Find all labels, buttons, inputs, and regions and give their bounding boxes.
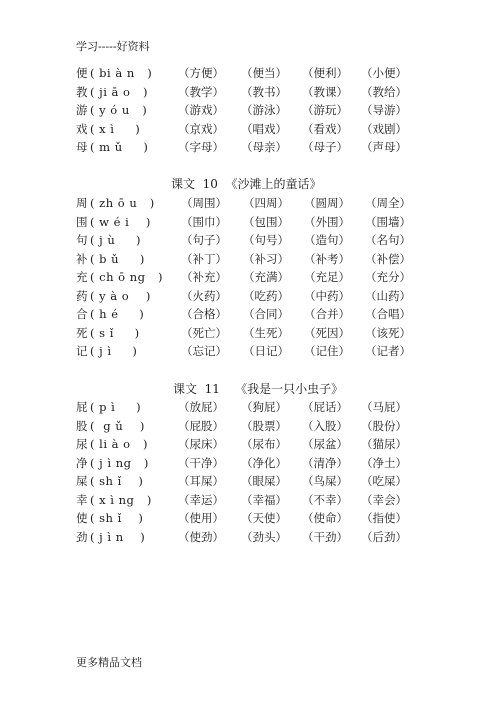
word: （天使） [241, 511, 287, 525]
word: （圆周） [304, 196, 350, 210]
word: （使命） [302, 511, 348, 525]
page-header: 学习-----好资料 [76, 40, 150, 53]
vocab-row [0, 342, 500, 360]
word: （便利） [302, 66, 348, 80]
character: 教 [76, 84, 88, 99]
word: （马屁） [361, 400, 407, 414]
pinyin: ( y à o ) [90, 288, 151, 303]
word: （死亡） [181, 325, 227, 340]
word: （放屁） [178, 400, 224, 414]
word: （净土） [361, 455, 407, 470]
pinyin: ( x ì ng ) [90, 492, 152, 507]
word: （鸟屎） [302, 474, 348, 488]
vocab-row [0, 287, 500, 305]
vocab-row [0, 64, 500, 82]
pinyin: ( p ì ) [90, 400, 142, 414]
word: （幸运） [178, 492, 224, 507]
word: （狗屁） [241, 400, 287, 414]
word: （便当） [241, 66, 287, 80]
vocab-row [0, 491, 500, 509]
word: （围巾） [181, 214, 227, 229]
vocab-row [0, 194, 500, 212]
character: 屁 [76, 400, 88, 414]
character: 股 [76, 418, 88, 433]
word: （看戏） [302, 121, 348, 136]
word: （尿盆） [302, 437, 348, 451]
vocab-row [0, 120, 500, 138]
character: 补 [76, 251, 88, 266]
character: 戏 [76, 121, 88, 136]
word: （屁话） [302, 400, 348, 414]
pinyin: ( j ù ) [90, 233, 142, 247]
word: （补偿） [365, 251, 411, 266]
word: （导游） [361, 103, 407, 117]
word: （记者） [365, 344, 411, 358]
word: （净化） [241, 455, 287, 470]
pinyin: ( s ǐ ) [90, 325, 140, 340]
word: （补充） [181, 270, 227, 284]
pinyin: ( g ǔ ) [90, 418, 145, 433]
lesson-title: 课文 10 《沙滩上的童话》 [171, 177, 322, 191]
vocab-row [0, 305, 500, 323]
vocab-row [0, 213, 500, 231]
word: （使用） [178, 511, 224, 525]
word: （充满） [243, 270, 289, 284]
vocab-row [0, 231, 500, 249]
character: 游 [76, 103, 88, 117]
pinyin: ( j ì n ) [90, 529, 146, 544]
vocab-row [0, 324, 500, 342]
word: （母亲） [241, 140, 287, 154]
word: （补习） [243, 251, 289, 266]
word: （幸福） [241, 492, 287, 507]
word: （游玩） [302, 103, 348, 117]
word: （使劲） [178, 529, 224, 544]
character: 药 [76, 288, 88, 303]
word: （补丁） [181, 251, 227, 266]
word: （合格） [181, 307, 227, 321]
word: （包围） [243, 214, 289, 229]
word: （京戏） [178, 121, 224, 136]
word: （火药） [181, 288, 227, 303]
character: 围 [76, 214, 88, 229]
character: 合 [76, 307, 88, 321]
word: （教课） [302, 84, 348, 99]
vocab-row [0, 398, 500, 416]
word: （教给） [361, 84, 407, 99]
character: 周 [76, 196, 88, 210]
pinyin: ( ch ō ng ) [90, 270, 163, 284]
word: （游戏） [178, 103, 224, 117]
pinyin: ( x ì ) [90, 121, 141, 136]
character: 尿 [76, 437, 88, 451]
page-footer: 更多精品文档 [76, 656, 142, 669]
word: （干劲） [302, 529, 348, 544]
pinyin: ( bi à n ) [90, 66, 153, 80]
vocab-row [0, 509, 500, 527]
word: （猫尿） [361, 437, 407, 451]
word: （后劲） [361, 529, 407, 544]
word: （补考） [304, 251, 350, 266]
character: 死 [76, 325, 88, 340]
word: （教书） [241, 84, 287, 99]
word: （幸会） [361, 492, 407, 507]
vocab-row [0, 101, 500, 119]
word: （外围） [304, 214, 350, 229]
word: （尿床） [178, 437, 224, 451]
word: （名句） [365, 233, 411, 247]
word: （句子） [181, 233, 227, 247]
pinyin: ( y ó u ) [90, 103, 148, 117]
word: （方便） [178, 66, 224, 80]
pinyin: ( sh ǐ ) [90, 511, 144, 525]
word: （入股） [302, 418, 348, 433]
word: （生死） [243, 325, 289, 340]
vocab-row [0, 472, 500, 490]
word: （干净） [178, 455, 224, 470]
word: （字母） [178, 140, 224, 154]
word: （尿布） [241, 437, 287, 451]
pinyin: ( sh ǐ ) [90, 474, 144, 488]
word: （唱戏） [241, 121, 287, 136]
word: （屁股） [178, 418, 224, 433]
character: 充 [76, 270, 88, 284]
word: （日记） [243, 344, 289, 358]
character: 母 [76, 140, 88, 154]
vocab-row [0, 454, 500, 472]
vocab-row [0, 417, 500, 435]
word: （充分） [365, 270, 411, 284]
character: 劲 [76, 529, 88, 544]
pinyin: ( j ì ) [90, 344, 138, 358]
character: 屎 [76, 474, 88, 488]
word: （周围） [181, 196, 227, 210]
word: （周全） [365, 196, 411, 210]
character: 便 [76, 66, 88, 80]
word: （死因） [304, 325, 350, 340]
word: （句号） [243, 233, 289, 247]
pinyin: ( zh ō u ) [90, 196, 155, 210]
word: （山药） [365, 288, 411, 303]
word: （小便） [361, 66, 407, 80]
pinyin: ( li à o ) [90, 437, 149, 451]
word: （该死） [365, 325, 411, 340]
word: （股票） [241, 418, 287, 433]
word: （声母） [361, 140, 407, 154]
word: （中药） [304, 288, 350, 303]
word: （耳屎） [178, 474, 224, 488]
word: （指使） [361, 511, 407, 525]
vocab-row [0, 138, 500, 156]
character: 使 [76, 511, 88, 525]
word: （教学） [178, 84, 224, 99]
word: （充足） [304, 270, 350, 284]
word: （清净） [302, 455, 348, 470]
word: （忘记） [181, 344, 227, 358]
word: （游泳） [241, 103, 287, 117]
lesson-title: 课文 11 《我是一只小虫子》 [173, 382, 344, 396]
pinyin: ( b ǔ ) [90, 251, 145, 266]
word: （股份） [361, 418, 407, 433]
character: 记 [76, 344, 88, 358]
vocab-row [0, 268, 500, 286]
character: 净 [76, 455, 88, 470]
word: （母子） [302, 140, 348, 154]
pinyin: ( ji ā o ) [90, 84, 148, 99]
word: （四周） [243, 196, 289, 210]
word: （围墙） [365, 214, 411, 229]
word: （眼屎） [241, 474, 287, 488]
character: 句 [76, 233, 88, 247]
word: （吃药） [243, 288, 289, 303]
word: （不幸） [302, 492, 348, 507]
word: （吃屎） [361, 474, 407, 488]
word: （记住） [304, 344, 350, 358]
word: （劲头） [241, 529, 287, 544]
pinyin: ( h é ) [90, 307, 145, 321]
character: 幸 [76, 492, 88, 507]
pinyin: ( m ǔ ) [90, 140, 149, 154]
vocab-row [0, 435, 500, 453]
vocab-row [0, 83, 500, 101]
word: （合同） [243, 307, 289, 321]
word: （合并） [304, 307, 350, 321]
vocab-row [0, 250, 500, 268]
pinyin: ( j ì ng ) [90, 455, 149, 470]
word: （戏剧） [361, 121, 407, 136]
word: （造句） [304, 233, 350, 247]
vocab-row [0, 528, 500, 546]
pinyin: ( w é i ) [90, 214, 151, 229]
word: （合唱） [365, 307, 411, 321]
